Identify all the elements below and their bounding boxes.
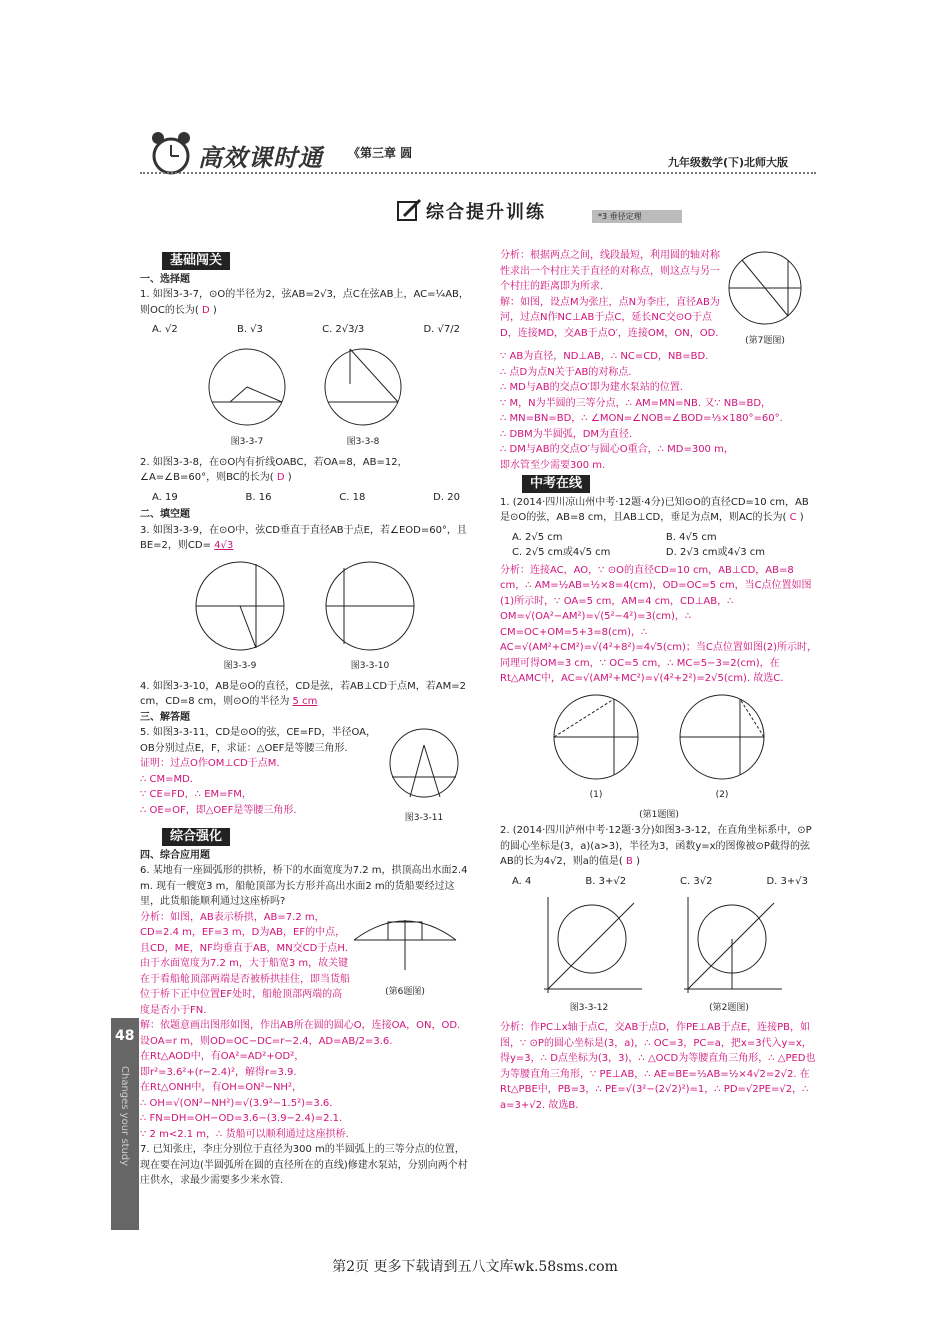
header-divider: [140, 172, 816, 174]
circle-figure: [190, 558, 290, 654]
banner-title: 综合提升训练: [426, 202, 546, 223]
options-q1: A. √2 B. √3 C. 2√3/3 D. √7/2: [152, 324, 460, 335]
figures-z1: (1) (2): [500, 691, 818, 804]
figure-caption: 图3-3-7: [230, 437, 264, 447]
side-slogan: Changes your study: [119, 1066, 130, 1167]
circle-figure: [674, 691, 770, 783]
circle-figure: [720, 248, 810, 328]
section-heading: 三、解答题: [140, 711, 190, 723]
section-tag: 中考在线: [522, 475, 590, 493]
question-6: 6. 某地有一座圆弧形的拱桥，桥下的水面宽度为7.2 m，拱顶高出水面2.4 m. 现有一艘宽3 m，船舱顶部为长方形并高出水面2 m的货船要经过这里，此货船能顺利通过这座桥吗?: [140, 865, 468, 907]
coordinate-figure: [674, 895, 784, 995]
right-column: 分析：根据两点之间，线段最短，利用圆的轴对称性求出一个村庄关于直径的对称点，则这点与另一个村庄的距离即为所求. 解：如图，设点M为张庄，点N为李庄，直径AB为河，过点N作NC⊥AB于点C，延长NC交⊙O于点D，连接MD，交AB于点O′，连接OM，ON，OD. (第7题图) ∵ AB为直径，ND⊥AB，∴ NC=CD，NB=BD. ∴ 点D为点N关于AB的对称点. ∴ MD与AB的交点O′即为建水泵站的位置. ∵ M，N为半圆的三等分点，∴ AM=MN=NB. 又∵ NB=BD， ∴ MN=BN=BD，∴ ∠MON=∠NOB=∠BOD=⅓×180°=60°. ∴ DBM为半圆弧，DM为直径. ∴ DM与AB的交点O′与圆心O重合，∴ MD=300 m， 即水管至少需要300 m. 中考在线 1. (2014·四川凉山州中考·12题·4分)已知⊙O的直径CD=10 cm，AB是⊙O的弦，AB=8 cm，且AB⊥CD，垂足为点M，则AC的长为( C ) A. 2√5 cm B. 4√5 cm C. 2√5 cm或4√5 cm D. 2√3 cm或4√3 cm 分析：连接AC，AO，∵ ⊙O的直径CD=10 cm，AB⊥CD，AB=8 cm，∴ AM=½AB=½×8=4(cm)，OD=OC=5 cm，当C点位置如图(1)所示时，∵ OA=5 cm，AM=4 cm，CD⊥AB，∴ OM=√(OA²−AM²)=√(5²−4²)=3(cm)，∴ CM=OC+OM=5+3=8(cm)，∴ AC=√(AM²+CM²)=√(4²+8²)=4√5(cm)；当C点位置如图(2)所示时，同理可得OM=3 cm，∵ OC=5 cm，∴ MC=5−3=2(cm)，在Rt△AMC中，AC=√(AM²+MC²)=√(4²+2²)=2√5(cm). 故选C. (1) (2) (第1题图) 2. (2014·四川泸州中考·12题·3分)如图3-3-12，在直角坐标系中，⊙P的圆心坐标是(3，a)(a>3)，半径为3，函数y=x的图像被⊙P截得的弦AB的长为4√2，则a的值是( B ) A. 4 B. 3+√2 C. 3√2 D. 3+√3 图3-3-12 (第2题图) 分析：作PC⊥x轴于点C，交AB于点D，作PE⊥AB于点E，连接PB，如图，∵ ⊙P的圆心坐标是(3，a)，∴ OC=3，PC=a，把x=3代入y=x，得y=3，∴ D点坐标为(3，3)，∴ △OCD为等腰直角三角形，∴ △PED也为等腰直角三角形，∵ PE⊥AB，∴ AE=BE=½AB=½×4√2=2√2. 在Rt△PBE中，PB=3，∴ PE=√(3²−(2√2)²)=1，∴ PD=√2PE=√2，∴ a=3+√2. 故选B.: [500, 250, 818, 1111]
figures-z2: 图3-3-12 (第2题图): [500, 895, 818, 1016]
answer: D: [201, 304, 210, 316]
question-7: 7. 已知张庄，李庄分别位于直径为300 m的半圆弧上的三等分点的位置，现在要在河边(半圆弧所在圆的直径所在的直线)修建水泵站，分别向两个村庄供水，求最少需要多少米水管.: [140, 1144, 468, 1186]
circle-figure: [548, 691, 644, 783]
bridge-figure: [350, 910, 460, 980]
question-5-block: 5. 如图3-3-11，CD是⊙O的弦，CE=FD，半径OA，OB分别过点E，F，求证：△OEF是等腰三角形. 证明：过点O作OM⊥CD于点M. ∴ CM=MD. ∵ CE=FD，∴ EM=FM， ∴ OE=OF，即△OEF是等腰三角形. 图3-3-11: [140, 725, 470, 826]
q7-solution-block: 分析：根据两点之间，线段最短，利用圆的轴对称性求出一个村庄关于直径的对称点，则这点与另一个村庄的距离即为所求. 解：如图，设点M为张庄，点N为李庄，直径AB为河，过点N作NC⊥AB于点C，延长NC交⊙O于点D，连接MD，交AB于点O′，连接OM，ON，OD. (第7题图): [500, 248, 818, 349]
section-tag: 基础闯关: [162, 252, 230, 270]
chapter-title: 《第三章 圆: [348, 146, 413, 160]
left-column: 基础闯关 一、选择题 1. 如图3-3-7，⊙O的半径为2，弦AB=2√3，点C在弦AB上，AC=¼AB，则OC的长为( D ) A. √2 B. √3 C. 2√3/3 D. √7/2 图3-3-7 图3-3-8 2. 如图3-3-8，在⊙O内有折线OABC，若OA=8，AB=12，∠A=∠B=60°，则BC的长为( D ) A. 19 B. 16 C. 18 D. 20 二、填空题 3. 如图3-3-9，在⊙O中，弦CD垂直于直径AB于点E，若∠EOD=60°，且BE=2，则CD= 4√3 图3-3-9 图3-3-10 4. 如图3-3-10，AB是⊙O的直径，CD是弦，若AB⊥CD于点M，若AM=2 cm，CD=8 cm，则⊙O的半径为 5 cm 三、解答题 5. 如图3-3-11，CD是⊙O的弦，CE=FD，半径OA，OB分别过点E，F，求证：△OEF是等腰三角形. 证明：过点O作OM⊥CD于点M. ∴ CM=MD. ∵ CE=FD，∴ EM=FM， ∴ OE=OF，即△OEF是等腰三角形. 图3-3-11 综合强化 四、综合应用题 6. 某地有一座圆弧形的拱桥，桥下的水面宽度为7.2 m，拱顶高出水面2.4 m. 现有一艘宽3 m，船舱顶部为长方形并高出水面2 m的货船要经过这里，此货船能顺利通过这座桥吗? 分析：如图，AB表示桥拱，AB=7.2 m，CD=2.4 m，EF=3 m，D为AB，EF的中点，且CD，ME，NF均垂直于AB，MN交CD于点H. 由于水面宽度为7.2 m，大于船宽3 m，故关键在于看船舱顶部两端是否被桥拱挂住，即当货船位于桥下正中位置EF处时，船舱顶部两端的高度是否小于FN. (第6题图) 解：依题意画出图形如图，作出AB所在圆的圆心O，连接OA，ON，OD. 设OA=r m，则OD=OC−DC=r−2.4，AD=AB/2=3.6. 在Rt△AOD中，有OA²=AD²+OD²， 即r²=3.6²+(r−2.4)²，解得r=3.9. 在Rt△ONH中，有OH=ON²−NH²， ∴ OH=√(ON²−NH²)=√(3.9²−1.5²)=3.6. ∴ FN=DH=OH−OD=3.6−(3.9−2.4)=2.1. ∵ 2 m<2.1 m，∴ 货船可以顺利通过这座拱桥. 7. 已知张庄，李庄分别位于直径为300 m的半圆弧上的三等分点的位置，现在要在河边(半圆弧所在圆的直径所在的直线)修建水泵站，分别向两个村庄供水，求最少需要多少米水管.: [140, 250, 470, 1189]
figures-q1-q2: [140, 344, 470, 451]
coordinate-figure: [534, 895, 644, 995]
page-header: [140, 132, 816, 182]
page-side-tab: [111, 1018, 139, 1230]
section-tag: 综合强化: [162, 828, 230, 846]
circle-figure: [320, 344, 406, 430]
options-z1: A. 2√5 cm B. 4√5 cm C. 2√5 cm或4√5 cm D. 2√3 cm或4√3 cm: [512, 531, 766, 558]
alarm-clock-icon: [146, 128, 196, 178]
question-4: 4. 如图3-3-10，AB是⊙O的直径，CD是弦，若AB⊥CD于点M，若AM=2 cm，CD=8 cm，则⊙O的半径为 5 cm: [140, 680, 466, 707]
question-5: 5. 如图3-3-11，CD是⊙O的弦，CE=FD，半径OA，OB分别过点E，F，求证：△OEF是等腰三角形.: [140, 727, 376, 754]
options-q2: A. 19 B. 16 C. 18 D. 20: [152, 491, 460, 503]
exam-question-1: 1. (2014·四川凉山州中考·12题·4分)已知⊙O的直径CD=10 cm，AB是⊙O的弦，AB=8 cm，且AB⊥CD，垂足为点M，则AC的长为( C ): [500, 496, 809, 523]
exam-question-2: 2. (2014·四川泸州中考·12题·3分)如图3-3-12，在直角坐标系中，⊙P的圆心坐标是(3，a)(a>3)，半径为3，函数y=x的图像被⊙P截得的弦AB的长为4√2，则a的值是( B ): [500, 825, 812, 867]
page-number: 48: [115, 1028, 135, 1044]
figures-q3-q4: 图3-3-9 图3-3-10: [140, 558, 470, 675]
circle-figure: [380, 725, 468, 805]
options-z2: A. 4 B. 3+√2 C. 3√2 D. 3+√3: [512, 875, 808, 887]
section-banner: [392, 196, 738, 226]
logo-text: 高效课时通: [198, 144, 323, 172]
section-heading: 一、选择题: [140, 273, 190, 285]
question-3: 3. 如图3-3-9，在⊙O中，弦CD垂直于直径AB于点E，若∠EOD=60°，且BE=2，则CD= 4√3: [140, 524, 467, 551]
section-heading: 二、填空题: [140, 509, 190, 520]
circle-figure: [320, 558, 420, 654]
circle-figure: [204, 344, 290, 430]
question-2: 2. 如图3-3-8，在⊙O内有折线OABC，若OA=8，AB=12，∠A=∠B=60°，则BC的长为( D ): [140, 456, 408, 483]
figure-caption: 图3-3-8: [346, 437, 380, 447]
footer-text: 第2页 更多下载请到五八文库wk.58sms.com: [332, 1259, 618, 1275]
question-1: 1. 如图3-3-7，⊙O的半径为2，弦AB=2√3，点C在弦AB上，AC=¼AB，则OC的长为( D ): [140, 289, 469, 316]
grade-label: 九年级数学(下)北师大版: [668, 156, 789, 169]
question-6-analysis-block: 分析：如图，AB表示桥拱，AB=7.2 m，CD=2.4 m，EF=3 m，D为AB，EF的中点，且CD，ME，NF均垂直于AB，MN交CD于点H. 由于水面宽度为7.2 m，大于船宽3 m，故关键在于看船舱顶部两端是否被桥拱挂住，即当货船位于桥下正中位置EF处时，船舱顶部两端的高度是否小于FN. (第6题图): [140, 910, 470, 1019]
banner-subtitle: *3 垂径定理: [592, 210, 682, 223]
pencil-icon: [396, 198, 422, 224]
